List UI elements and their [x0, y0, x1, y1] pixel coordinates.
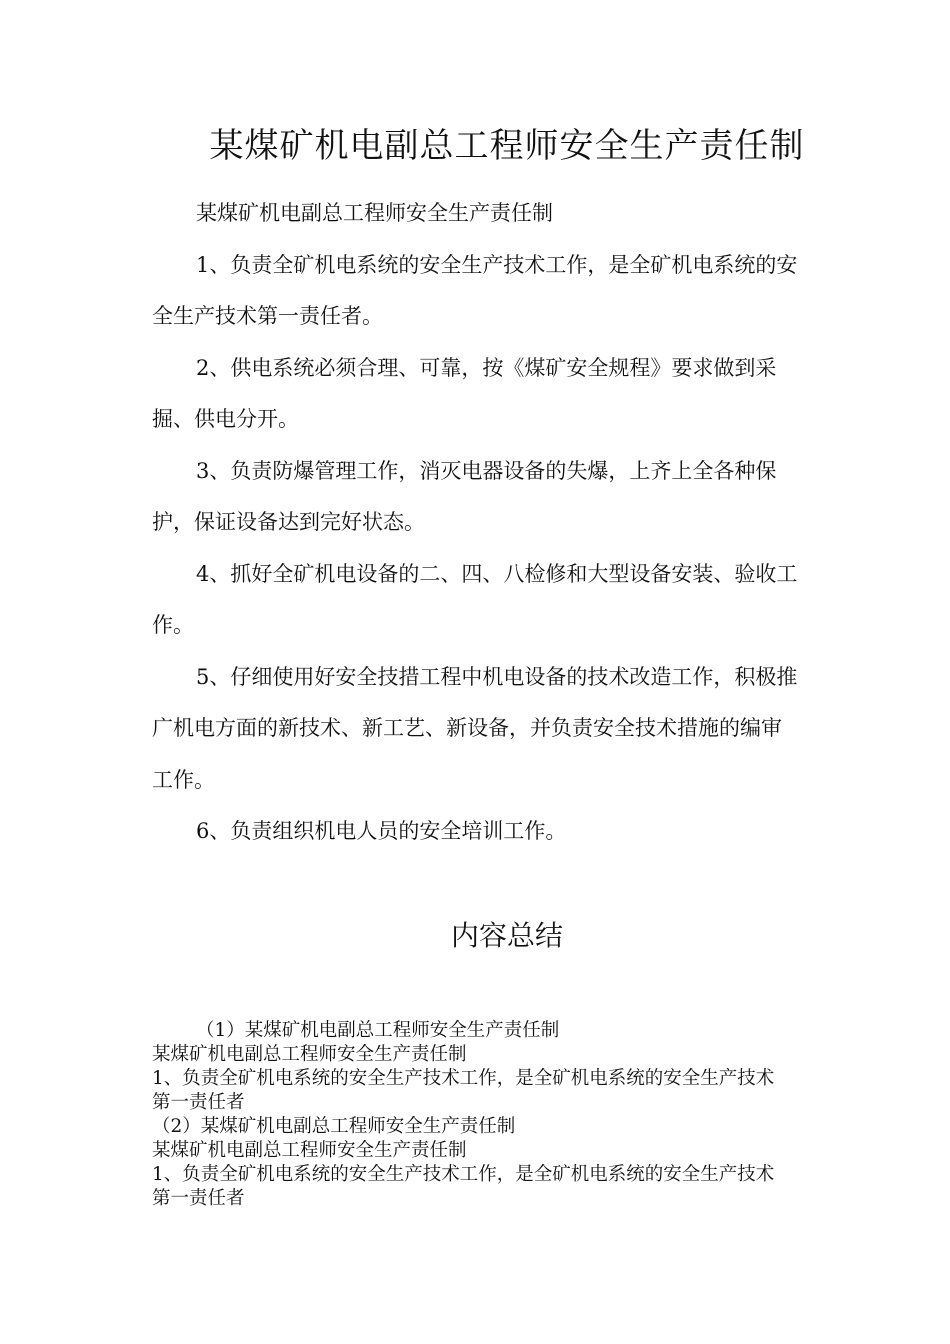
paragraph-item-6: 6、负责组织机电人员的安全培训工作。 — [196, 819, 567, 843]
paragraph-item-1: 1、负责全矿机电系统的安全生产技术工作，是全矿机电系统的安全生产技术第一责任者。 — [152, 252, 798, 328]
summary-item-2-line-1: 某煤矿机电副总工程师安全生产责任制 — [152, 1140, 467, 1161]
summary-item-1-line-1: 某煤矿机电副总工程师安全生产责任制 — [152, 1044, 467, 1065]
summary-section — [152, 1019, 792, 1211]
document-title: 某煤矿机电副总工程师安全生产责任制 — [209, 126, 805, 166]
paragraph-item-3: 3、负责防爆管理工作，消灭电器设备的失爆，上齐上全各种保护，保证设备达到完好状态。 — [152, 458, 777, 534]
paragraph-item-5: 5、仔细使用好安全技措工程中机电设备的技术改造工作，积极推广机电方面的新技术、新工艺、新设备，并负责安全技术措施的编审工作。 — [152, 664, 798, 792]
document-body — [152, 188, 802, 858]
summary-item-1-line-2: 1、负责全矿机电系统的安全生产技术工作，是全矿机电系统的安全生产技术第一责任者 — [152, 1068, 775, 1113]
paragraph-subtitle: 某煤矿机电副总工程师安全生产责任制 — [196, 201, 553, 225]
summary-item-2-line-2: 1、负责全矿机电系统的安全生产技术工作，是全矿机电系统的安全生产技术第一责任者 — [152, 1164, 775, 1209]
summary-title: 内容总结 — [450, 919, 563, 952]
summary-item-2-head: （2）某煤矿机电副总工程师安全生产责任制 — [152, 1116, 516, 1137]
summary-item-1-head: （1）某煤矿机电副总工程师安全生产责任制 — [196, 1020, 560, 1041]
paragraph-item-2: 2、供电系统必须合理、可靠，按《煤矿安全规程》要求做到采掘、供电分开。 — [152, 355, 777, 431]
paragraph-item-4: 4、抓好全矿机电设备的二、四、八检修和大型设备安装、验收工作。 — [152, 561, 798, 637]
